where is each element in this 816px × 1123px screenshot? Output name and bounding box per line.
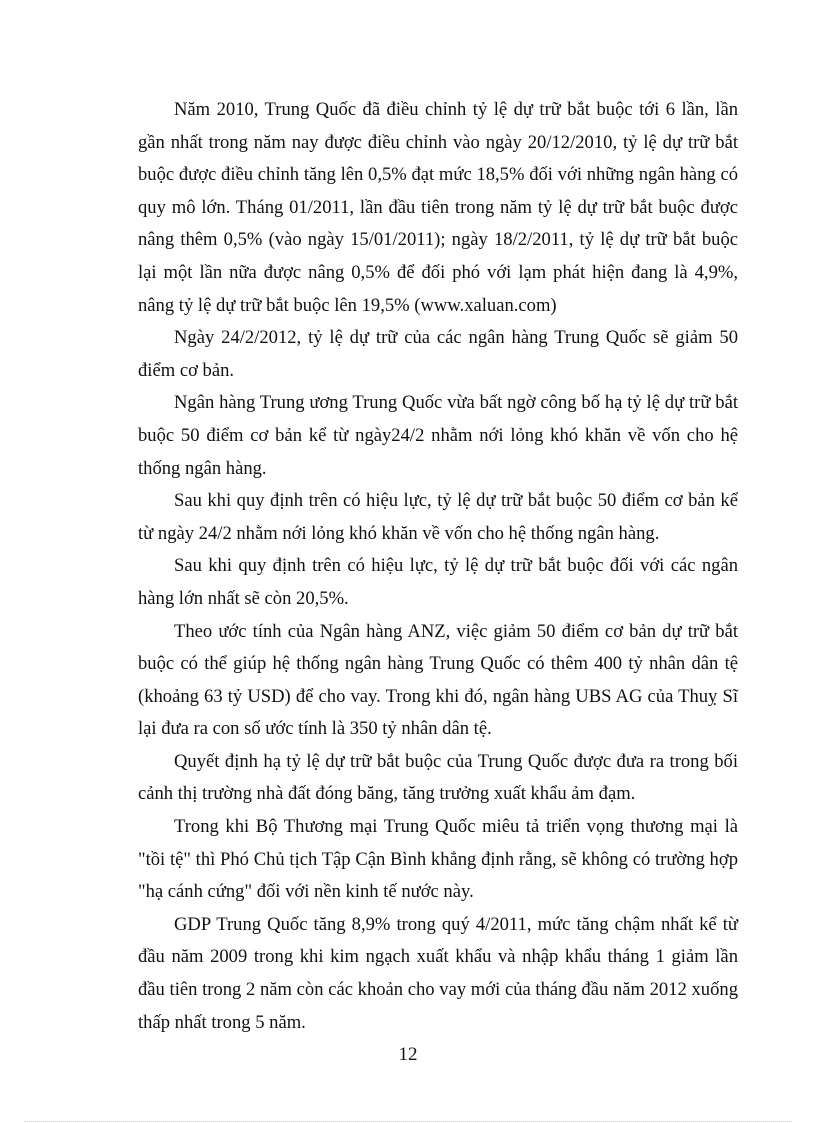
page-bottom-edge: [24, 1121, 792, 1122]
paragraph-effective-rule: Sau khi quy định trên có hiệu lực, tỷ lệ dự trữ bắt buộc 50 điểm cơ bản kể từ ngày 24/2 nhằm nới lỏng khó khăn về vốn cho hệ thống ngân hàng.: [138, 490, 738, 544]
paragraph-central-bank-decision: Ngân hàng Trung ương Trung Quốc vừa bất ngờ công bố hạ tỷ lệ dự trữ bắt buộc 50 điểm cơ bản kể từ ngày24/2 nhằm nới lỏng khó khăn về vốn cho hệ thống ngân hàng.: [138, 392, 738, 479]
paragraph-large-bank-ratio: Sau khi quy định trên có hiệu lực, tỷ lệ dự trữ bắt buộc đối với các ngân hàng lớn nhất sẽ còn 20,5%.: [138, 555, 738, 609]
paragraph-gdp-growth: GDP Trung Quốc tăng 8,9% trong quý 4/2011, mức tăng chậm nhất kể từ đầu năm 2009 trong khi kim ngạch xuất khẩu và nhập khẩu tháng 1 giảm lần đầu tiên trong 2 năm còn các khoản cho vay mới của tháng đầu năm 2012 xuống thấp nhất trong 5 năm.: [138, 913, 738, 1033]
paragraph-anz-estimate: Theo ước tính của Ngân hàng ANZ, việc giảm 50 điểm cơ bản dự trữ bắt buộc có thể giúp hệ thống ngân hàng Trung Quốc có thêm 400 tỷ nhân dân tệ (khoảng 63 tỷ USD) để cho vay. Trong khi đó, ngân hàng UBS AG của Thuỵ Sĩ lại đưa ra con số ước tính là 350 tỷ nhân dân tệ.: [138, 620, 738, 740]
paragraph-decision-context: Quyết định hạ tỷ lệ dự trữ bắt buộc của Trung Quốc được đưa ra trong bối cảnh thị trường nhà đất đóng băng, tăng trưởng xuất khẩu ảm đạm.: [138, 750, 738, 805]
paragraph-trade-outlook: Trong khi Bộ Thương mại Trung Quốc miêu tả triển vọng thương mại là "tồi tệ" thì Phó Chủ tịch Tập Cận Bình khẳng định rằng, sẽ không có trường hợp "hạ cánh cứng" đối với nền kinh tế nước này.: [138, 816, 738, 903]
paragraph-reserve-cut-announcement: Ngày 24/2/2012, tỷ lệ dự trữ của các ngân hàng Trung Quốc sẽ giảm 50 điểm cơ bản.: [138, 327, 738, 381]
paragraph-reserve-adjustments-2010: Năm 2010, Trung Quốc đã điều chỉnh tỷ lệ dự trữ bắt buộc tới 6 lần, lần gần nhất trong năm nay được điều chỉnh vào ngày 20/12/2010, tỷ lệ dự trữ bắt buộc được điều chỉnh tăng lên 0,5% đạt mức 18,5% đối với những ngân hàng có quy mô lớn. Tháng 01/2011, lần đầu tiên trong năm tỷ lệ dự trữ bắt buộc được nâng thêm 0,5% (vào ngày 15/01/2011); ngày 18/2/2011, tỷ lệ dự trữ bắt buộc lại một lần nữa được nâng 0,5% để đối phó với lạm phát hiện đang là 4,9%, nâng tỷ lệ dự trữ bắt buộc lên 19,5% (www.xaluan.com): [138, 99, 738, 316]
page-number: 12: [398, 1044, 418, 1065]
document-body: [138, 94, 738, 1039]
